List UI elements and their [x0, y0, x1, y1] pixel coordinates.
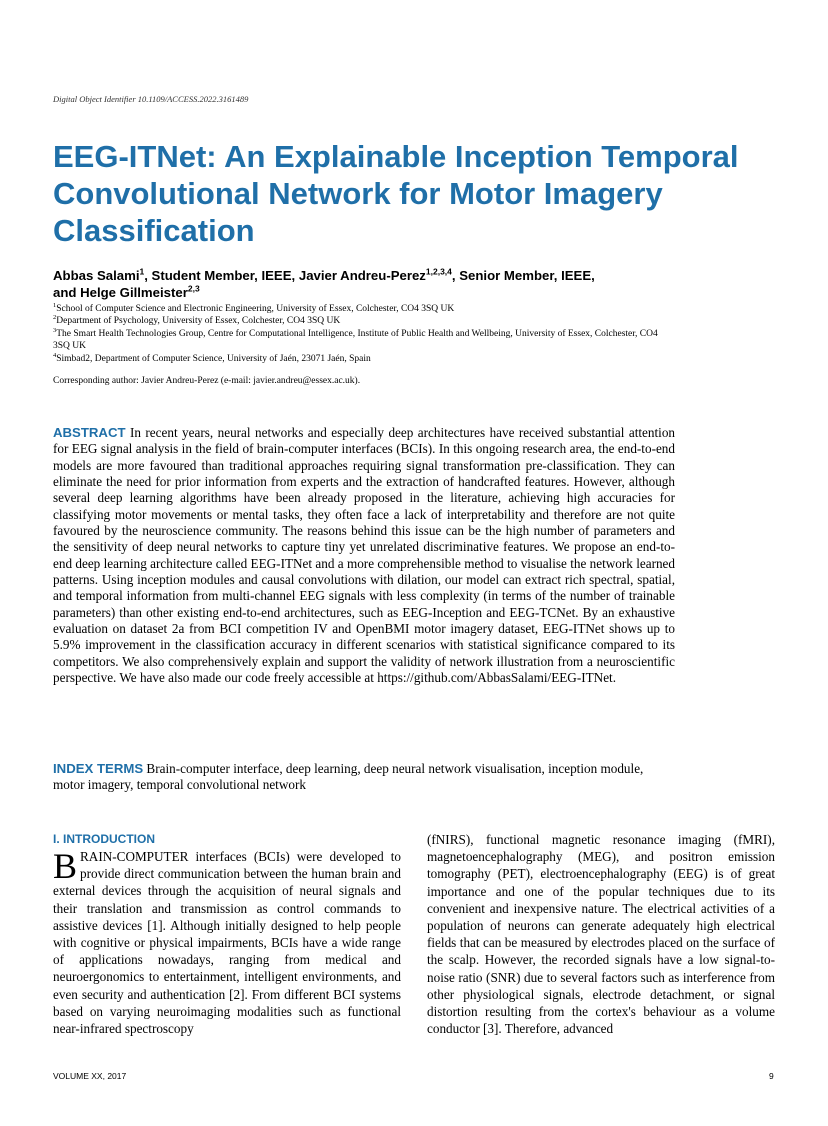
index-terms [53, 761, 675, 794]
intro-text-right: (fNIRS), functional magnetic resonance imaging (fMRI), magnetoencephalography (MEG), and positron emission tomography (PET), electroencephalography (EEG) is of great importance and one of the popular techniques due to its convenient and inexpensive nature. The electrical activities of a population of neurons can generate adequately high electrical fields that can be measured by electrodes placed on the surface of the scalp. However, the recorded signals have a low signal-to-noise ratio (SNR) due to several factors such as interference from other physiological signals, electrode detachment, or signal distortion resulting from the cortex's behaviour as a volume conductor [3]. Therefore, advanced [427, 832, 775, 1037]
author-affil-sup: 1,2,3,4 [425, 266, 452, 277]
corresponding-author: Corresponding author: Javier Andreu-Perez (e-mail: javier.andreu@essex.ac.uk). [53, 376, 361, 386]
abstract-label: ABSTRACT [53, 425, 126, 440]
affiliation-list [53, 303, 673, 365]
intro-right-column [427, 831, 775, 1037]
author-conjunction: and [53, 285, 81, 300]
footer-volume: VOLUME XX, 2017 [53, 1071, 127, 1081]
footer-page-number: 9 [769, 1071, 774, 1081]
paper-title: EEG-ITNet: An Explainable Inception Temporal Convolutional Network for Motor Imagery Classification [53, 139, 739, 248]
author-name: Abbas Salami [53, 268, 140, 283]
author-affil-sup: 1 [139, 266, 145, 277]
intro-smallcaps: RAIN-COMPUTER [80, 849, 189, 864]
drop-cap: B [53, 846, 78, 886]
abstract [53, 425, 675, 687]
intro-text-left: interfaces (BCIs) were developed to provide direct communication between the human brain and external devices through the acquisition of neural signals and their translation and transmission as control commands to assistive devices [1]. Although initially designed to help people with cognitive or physical impairments, BCIs have a wide range of applications nowadays, ranging from medical and neuroergonomics to entertainment, intelligent environments, and even security and authentication [2]. From different BCI systems based on varying neuroimaging modalities such as functional near-infrared spectroscopy [53, 849, 401, 1037]
affiliation: $^3$The Smart Health Technologies Group, Centre for Computational Intelligence, Institute of Public Health and Wellbeing, University of Essex, Colchester, CO4 3SQ UK [53, 326, 658, 352]
author-name: Helge Gillmeister [80, 285, 188, 300]
intro-paragraph [53, 848, 401, 1037]
author-list [53, 267, 693, 301]
author-name: Javier Andreu-Perez [298, 268, 426, 283]
author-role: , Student Member, IEEE, [144, 268, 299, 283]
affiliation: $^1$School of Computer Science and Electronic Engineering, University of Essex, Colchester, CO4 3SQ UK [53, 301, 455, 314]
index-terms-label: INDEX TERMS [53, 761, 144, 776]
intro-left-column [53, 831, 401, 1037]
doi-line: Digital Object Identifier 10.1109/ACCESS.2022.3161489 [53, 94, 249, 104]
affiliation: $^2$Department of Psychology, University of Essex, Colchester, CO4 3SQ UK [53, 314, 341, 327]
section-heading: I. INTRODUCTION [53, 832, 155, 846]
author-role: , Senior Member, IEEE, [451, 268, 595, 283]
affiliation: $^4$Simbad2, Department of Computer Science, University of Jaén, 23071 Jaén, Spain [53, 351, 371, 364]
author-affil-sup: 2,3 [187, 283, 200, 294]
index-terms-text: Brain-computer interface, deep learning, deep neural network visualisation, inception module, motor imagery, temporal convolutional network [53, 761, 644, 793]
abstract-text: In recent years, neural networks and especially deep architectures have received substantial attention for EEG signal analysis in the field of brain-computer interfaces (BCIs). In this ongoing research area, the end-to-end models are more favoured than traditional approaches requiring signal transformation pre-classification. They can eliminate the need for prior information from experts and the extraction of handcrafted features. However, although several deep learning algorithms have been already proposed in the literature, achieving high accuracies for classifying motor movements or mental tasks, they often face a lack of interpretability and therefore are not quite favoured by the neuroscience community. The reasons behind this issue can be the high number of parameters and the sensitivity of deep neural networks to capture tiny yet unrelated discriminative features. We propose an end-to-end deep learning architecture called EEG-ITNet and a more comprehensible method to visualise the network learned patterns. Using inception modules and causal convolutions with dilation, our model can extract rich spectral, spatial, and temporal information from multi-channel EEG signals with less complexity (in terms of the number of trainable parameters) than other existing end-to-end architectures, such as EEG-Inception and EEG-TCNet. By an exhaustive evaluation on dataset 2a from BCI competition IV and OpenBMI motor imagery dataset, EEG-ITNet shows up to 5.9% improvement in the classification accuracy in different scenarios with statistical significance compared to its competitors. We also comprehensively explain and support the validity of network illustration from a neuroscientific perspective. We have also made our code freely accessible at https://github.com/AbbasSalami/EEG-ITNet. [53, 425, 676, 686]
